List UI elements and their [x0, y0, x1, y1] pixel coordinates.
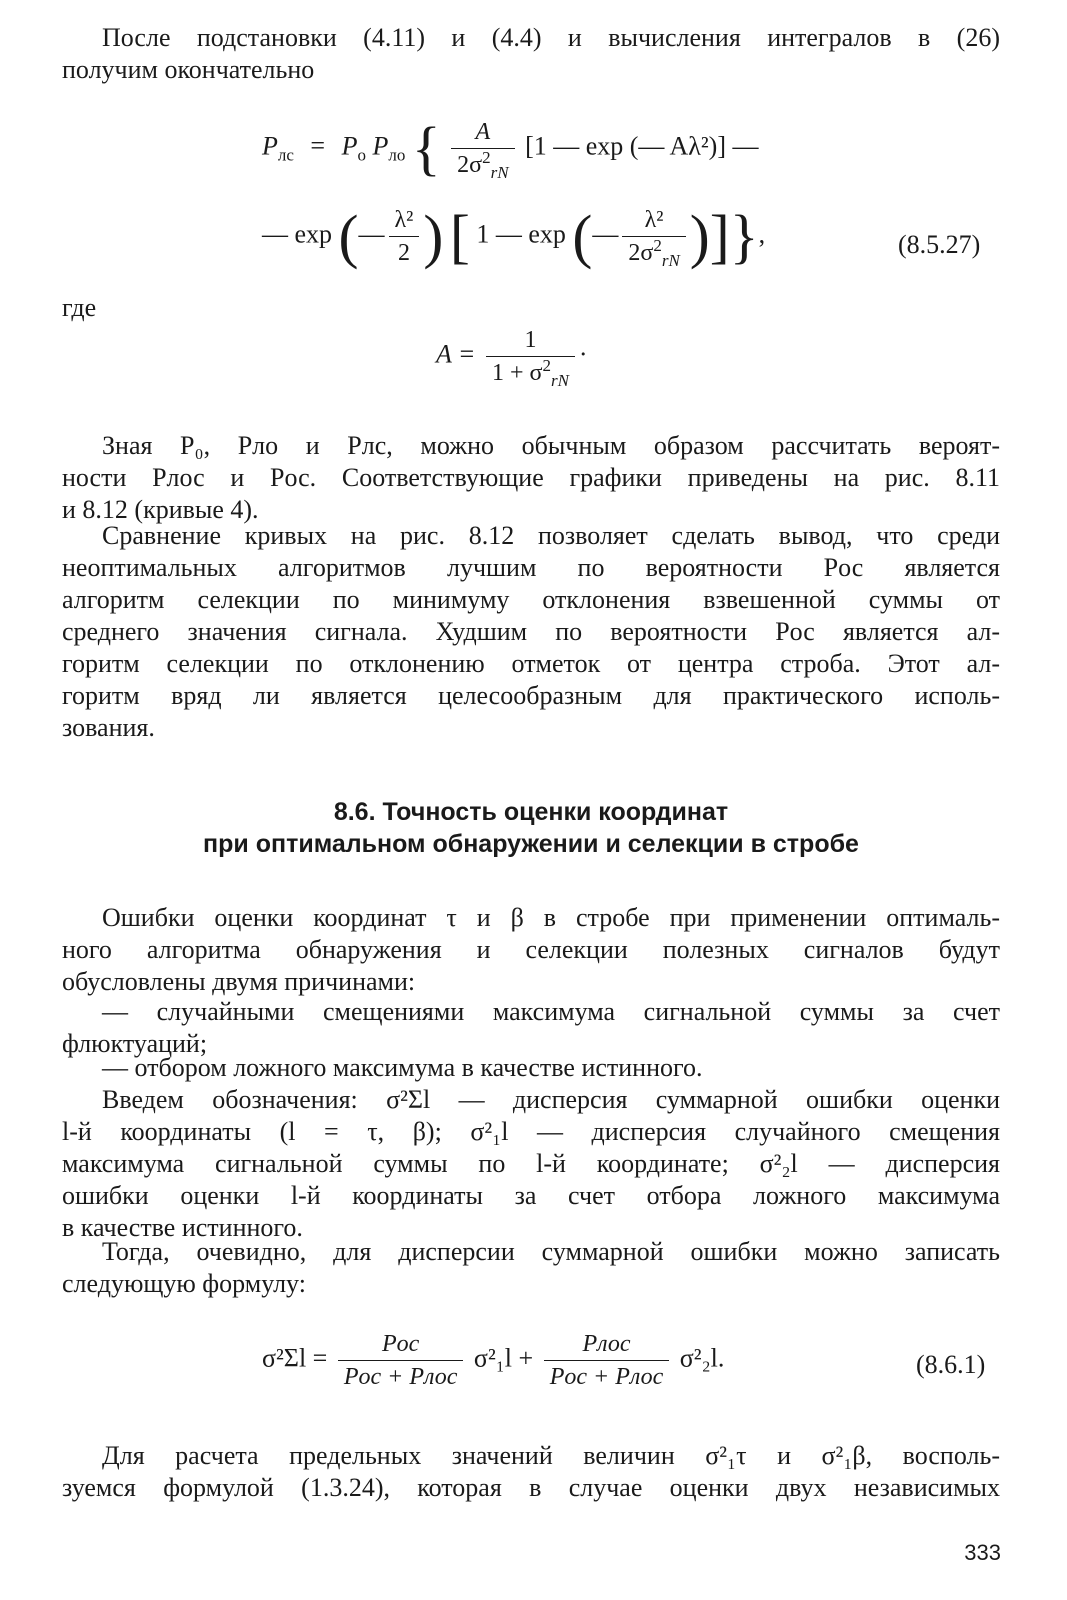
denominator: Pос + Pлос — [343, 1364, 458, 1390]
text-line: — случайными смещениями максимума сигнальной суммы за счет — [102, 997, 1000, 1026]
text-line: среднего значения сигнала. Худшим по вероятности Pос является ал- — [62, 617, 1000, 646]
equation-8-5-27-line2: — exp (— $\frac{\text{λ²}}{2}$ ) [ 1 — exp (— $\frac{\text{λ²}}{2\sigma^2_{rN}}$ )]}, — [262, 203, 766, 270]
expression: A = — [436, 339, 476, 369]
text-line: следующую формулу: — [62, 1269, 306, 1298]
text-line: обусловлены двумя причинами: — [62, 967, 416, 996]
subscript: N — [668, 250, 680, 270]
text-line: неоптимальных алгоритмов лучшим по вероятности Pос является — [62, 553, 1000, 582]
numerator: λ² — [622, 206, 685, 237]
left-brace: { — [411, 115, 441, 182]
subscript: r — [490, 162, 498, 182]
subscript: rN — [550, 370, 569, 390]
numerator: λ² — [389, 206, 420, 237]
expression: σ²₂l. — [679, 1343, 725, 1373]
text-line: получим окончательно — [62, 55, 315, 84]
list-item-false-max — [62, 1052, 1000, 1084]
text-line: Ошибки оценки координат τ и β в стробе при применении оптималь- — [102, 903, 1000, 932]
symbol-sigma: 2σ — [457, 152, 483, 178]
text-line: Тогда, очевидно, для дисперсии суммарной ошибки можно записать — [102, 1237, 1000, 1266]
equation-number: (8.5.27) — [898, 230, 981, 259]
fraction — [486, 326, 575, 390]
right-paren: ) — [689, 203, 710, 270]
paragraph-notation — [62, 1084, 1000, 1244]
numerator: 1 — [486, 326, 575, 357]
subscript: лс — [277, 145, 294, 165]
text-line: ошибки оценки l-й координаты за счет отбора ложного максимума — [62, 1181, 1000, 1210]
paragraph-comparison — [62, 520, 1000, 744]
paragraph-limit-values — [62, 1440, 1000, 1504]
text-line: максимума сигнальной суммы по l-й координате; σ²₂l — дисперсия — [62, 1149, 1000, 1178]
equation-8-6-1 — [262, 1330, 724, 1391]
text-line: Введем обозначения: σ²Σl — дисперсия суммарной ошибки оценки — [102, 1085, 1000, 1114]
subscript: о — [357, 145, 366, 165]
subscript: r — [661, 250, 669, 270]
text-line: зуемся формулой (1.3.24), которая в случае оценки двух независимых — [62, 1473, 1000, 1502]
expression: σ²Σl = — [262, 1343, 328, 1373]
fraction — [544, 1330, 670, 1391]
paragraph-intro — [62, 22, 1000, 86]
denominator — [622, 236, 685, 270]
text-line: и 8.12 (кривые 4). — [62, 495, 259, 524]
page-number: 333 — [964, 1540, 1001, 1565]
denominator: Pос + Pлос — [549, 1364, 664, 1390]
text-line: флюктуаций; — [62, 1029, 208, 1058]
fraction — [451, 118, 514, 182]
right-bracket: ] — [709, 203, 730, 270]
symbol-sigma: 2σ — [628, 240, 654, 266]
heading-line: при оптимальном обнаружении и селекции в стробе — [203, 830, 859, 858]
superscript: 2 — [542, 356, 551, 375]
expression: — exp — [262, 219, 333, 249]
paragraph-probabilities — [62, 430, 1000, 526]
expression: σ²₁l + — [473, 1343, 534, 1373]
text-line: l-й координаты (l = τ, β); σ²₁l — дисперсия случайного смещения — [62, 1117, 1000, 1146]
expression: [1 — exp (— Aλ²)] — — [525, 131, 759, 161]
text-line: алгоритм селекции по минимуму отклонения взвешенной суммы от — [62, 585, 1000, 614]
where-label — [62, 292, 1000, 324]
subscript: ло — [388, 145, 406, 165]
left-bracket: [ — [449, 203, 470, 270]
left-paren: ( — [572, 203, 593, 270]
equation-number: (8.6.1) — [916, 1350, 986, 1379]
expression: 1 — exp — [476, 219, 566, 249]
subscript: N — [497, 162, 509, 182]
text-line: где — [62, 293, 97, 322]
denominator: 2 — [397, 240, 410, 266]
symbol-p: P — [341, 131, 358, 161]
text-line: зования. — [62, 713, 155, 742]
right-brace: } — [729, 203, 759, 270]
section-heading — [62, 796, 1000, 860]
paragraph-errors — [62, 902, 1000, 998]
left-paren: ( — [338, 203, 359, 270]
numerator: A — [451, 118, 514, 149]
text-line: — отбором ложного максимума в качестве истинного. — [102, 1053, 703, 1082]
text-line: После подстановки (4.11) и (4.4) и вычисления интегралов в (26) — [102, 23, 1000, 52]
numerator: Pос — [338, 1330, 464, 1361]
symbol-p: P — [372, 131, 389, 161]
text-line: ного алгоритма обнаружения и селекции полезных сигналов будут — [62, 935, 1000, 964]
right-paren: ) — [423, 203, 444, 270]
denominator — [486, 356, 575, 390]
fraction — [338, 1330, 464, 1391]
paragraph-formula-intro — [62, 1236, 1000, 1300]
equals-sign: = — [310, 131, 326, 161]
superscript: 2 — [653, 236, 662, 255]
text-line: горитм селекции по отклонению отметок от центра строба. Этот ал- — [62, 649, 1000, 678]
equation-a — [436, 326, 588, 390]
expression: 1 + σ — [491, 360, 543, 386]
superscript: 2 — [482, 148, 491, 167]
text-line: в качестве истинного. — [62, 1213, 303, 1242]
symbol-p: P — [262, 131, 278, 161]
equation-8-5-27-line1 — [262, 115, 759, 182]
heading-line: 8.6. Точность оценки координат — [333, 798, 729, 826]
list-item-fluctuations — [62, 996, 1000, 1060]
numerator: Pлос — [544, 1330, 670, 1361]
fraction — [389, 206, 420, 267]
text-line: горитм вряд ли является целесообразным для практического исполь- — [62, 681, 1000, 710]
denominator — [451, 148, 514, 182]
text-line: Зная P₀, Pло и Pлс, можно обычным образом рассчитать вероят- — [102, 431, 1000, 460]
dot: · — [578, 339, 588, 369]
text-line: Для расчета предельных значений величин σ²₁τ и σ²₁β, восполь- — [102, 1441, 1000, 1470]
text-line: Сравнение кривых на рис. 8.12 позволяет сделать вывод, что среди — [102, 521, 1000, 550]
text-line: ности Pлос и Pос. Соответствующие графики приведены на рис. 8.11 — [62, 463, 1000, 492]
fraction — [622, 206, 685, 270]
